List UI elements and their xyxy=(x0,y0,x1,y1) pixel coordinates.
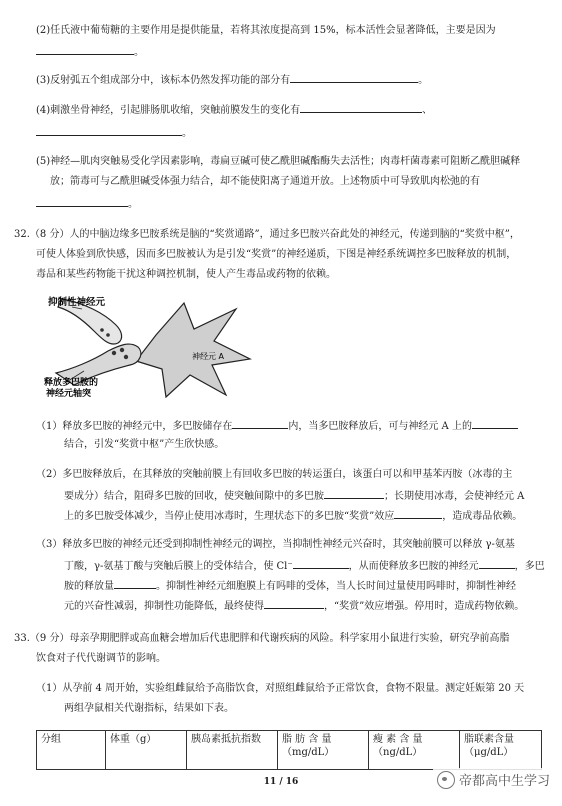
answer-blank[interactable] xyxy=(36,196,128,207)
question-2-line-2: 。 xyxy=(36,44,144,60)
wechat-icon xyxy=(437,771,455,789)
question-5-line-1: (5)神经—肌肉突触易受化学因素影响，毒扁豆碱可使乙酰胆碱酯酶失去活性；肉毒杆菌毒素可阻断乙酰胆碱释 xyxy=(36,156,521,167)
question-32-3-line-4: 元的兴奋性减弱，抑制性功能降低，最终使得 ，“奖赏”效应增强。停用时，造成药物依赖。 xyxy=(64,598,524,614)
question-32-1-line-2: 结合，引发“奖赏中枢”产生欣快感。 xyxy=(64,439,225,450)
answer-blank[interactable] xyxy=(290,72,418,83)
question-32-2-line-2: 要成分）结合，阻碍多巴胺的回收，使突触间隙中的多巴胺 ；长期使用冰毒，会使神经元 A xyxy=(64,488,524,504)
page-number: 11 / 16 xyxy=(263,777,299,787)
table-header-cell: 瘦 素 含 量 （ng/dL） xyxy=(369,731,460,770)
question-33-1-line-2: 两组孕鼠相关代谢指标，结果如下表。 xyxy=(64,703,234,714)
synapse-diagram xyxy=(44,295,256,400)
question-32-line-3: 毒品和某些药物能干扰这种调控机制，使人产生毒品或药物的依赖。 xyxy=(36,269,336,280)
figure-label-dopamine-2: 神经元轴突 xyxy=(46,389,92,399)
answer-blank[interactable] xyxy=(293,558,349,569)
question-2-line-1: (2)任氏液中葡萄糖的主要作用是提供能量，若将其浓度提高到 15%，标本活性会显著降低，主要是因为 xyxy=(36,25,496,36)
question-32-2-line-1: （2）多巴胺释放后，在其释放的突触前膜上有回收多巴胺的转运蛋白，该蛋白可以和甲基苯丙胺（冰毒的主 xyxy=(36,469,513,480)
question-33-1-line-1: （1）从孕前 4 周开始，实验组雌鼠给予高脂饮食，对照组雌鼠给予正常饮食，食物不限量。测定妊娠第 20 天 xyxy=(36,683,525,694)
answer-blank[interactable] xyxy=(36,44,134,55)
table-header-cell: 脂联素含量 （μg/dL） xyxy=(460,731,542,770)
answer-blank[interactable] xyxy=(472,418,518,429)
question-5-line-3: 。 xyxy=(36,196,138,212)
figure-label-dopamine-1: 释放多巴胺的 xyxy=(44,378,99,388)
answer-blank[interactable] xyxy=(394,508,442,519)
question-32-3-line-2: 丁酸，γ-氨基丁酸与突触后膜上的受体结合，使 Cl⁻ ，从而使释放多巴胺的神经元 ，多巴 xyxy=(64,558,545,574)
question-32-2-line-3: 上的多巴胺受体减少，当停止使用冰毒时，生理状态下的多巴胺“奖赏”效应 ，造成毒品依赖。 xyxy=(64,508,522,524)
table-header-cell: 胰岛素抵抗指数 xyxy=(187,731,278,770)
table-header-row xyxy=(37,731,542,770)
watermark xyxy=(433,768,554,791)
question-32-3-line-3: 胺的释放量 。抑制性神经元细胞膜上有吗啡的受体，当人长时间过量使用吗啡时，抑制性神经 xyxy=(64,578,516,594)
question-4-line-1: (4)刺激坐骨神经，引起腓肠肌收缩，突触前膜发生的变化有 、 xyxy=(36,102,432,118)
table-header-cell: 体重（g） xyxy=(106,731,187,770)
answer-blank[interactable] xyxy=(232,418,288,429)
answer-blank[interactable] xyxy=(264,598,324,609)
question-33-line-2: 饮食对子代代谢调节的影响。 xyxy=(36,653,166,664)
figure-label-inhibitory: 抑制性神经元 xyxy=(48,297,106,308)
question-32-3-line-1: （3）释放多巴胺的神经元还受到抑制性神经元的调控，当抑制性神经元兴奋时，其突触前膜可以释放 γ-氨基 xyxy=(36,539,515,550)
dopamine-synapse-figure xyxy=(44,295,256,400)
neuron-a-shape xyxy=(136,303,250,397)
answer-blank[interactable] xyxy=(479,558,515,569)
question-32-line-2: 可使人体验到欣快感，因而多巴胺被认为是引发“奖赏”的神经递质，下图是神经系统调控多巴胺释放的机制， xyxy=(36,249,517,260)
table-header-cell: 分组 xyxy=(37,731,106,770)
answer-blank[interactable] xyxy=(36,125,182,136)
metabolism-table xyxy=(36,730,542,770)
question-33-line-1: 33.（9 分）母亲孕期肥胖或高血糖会增加后代患肥胖和代谢疾病的风险。科学家用小鼠进行实验，研究孕前高脂 xyxy=(14,633,510,644)
figure-label-neuron-a: 神经元 A xyxy=(192,352,225,361)
answer-blank[interactable] xyxy=(300,102,422,113)
question-32-line-1: 32.（8 分）人的中脑边缘多巴胺系统是脑的“奖赏通路”，通过多巴胺兴奋此处的神经元，传递到脑的“奖赏中枢”， xyxy=(14,229,520,240)
watermark-text: 帝都高中生学习 xyxy=(458,774,550,789)
question-4-line-2: 。 xyxy=(36,125,192,141)
question-3: (3)反射弧五个组成部分中，该标本仍然发挥功能的部分有 。 xyxy=(36,72,428,88)
table-header-cell: 脂 肪 含 量 （mg/dL） xyxy=(278,731,369,770)
answer-blank[interactable] xyxy=(324,488,384,499)
question-5-line-2: 放；箭毒可与乙酰胆碱受体强力结合，却不能使阳离子通道开放。上述物质中可导致肌肉松弛的有 xyxy=(50,176,480,187)
question-32-1-line-1: （1）释放多巴胺的神经元中，多巴胺储存在 内，当多巴胺释放后，可与神经元 A 上的 xyxy=(36,418,518,434)
answer-blank[interactable] xyxy=(114,578,156,589)
